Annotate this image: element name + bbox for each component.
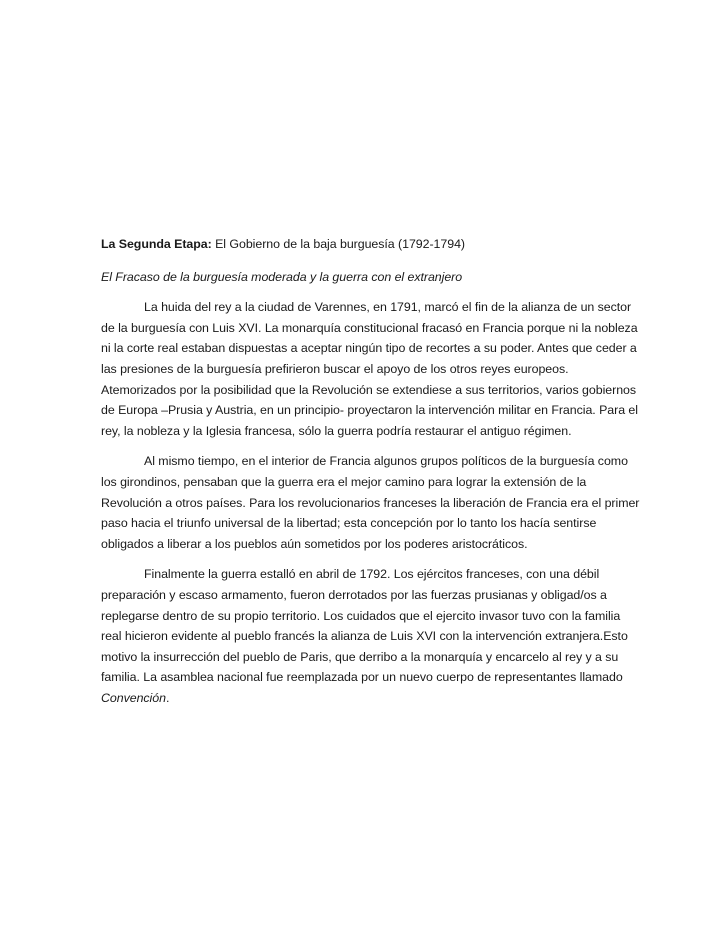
paragraph-line: de Europa –Prusia y Austria, en un principio- proyectaron la intervención militar en Francia. Para el bbox=[101, 403, 638, 418]
paragraph-last-line bbox=[101, 688, 631, 709]
paragraph-line: los girondinos, pensaban que la guerra era el mejor camino para lograr la extensión de la bbox=[101, 474, 587, 489]
paragraph-line: real hicieron evidente al pueblo francés la alianza de Luis XVI con la intervención extranjera.Esto bbox=[101, 629, 628, 644]
paragraph-line: las presiones de la burguesía prefirieron buscar el apoyo de los otros reyes europeos. bbox=[101, 361, 569, 376]
paragraph-3 bbox=[101, 564, 631, 708]
paragraph-line: Revolución a otros países. Para los revolucionarios franceses la liberación de Francia era el primer bbox=[101, 495, 640, 510]
final-period: . bbox=[165, 690, 170, 705]
paragraph-line: de la burguesía con Luis XVI. La monarquía constitucional fracasó en Francia porque ni la nobleza bbox=[101, 320, 638, 335]
paragraph-line: replegarse dentro de su propio territorio. Los cuidados que el ejercito invasor tuvo con la familia bbox=[101, 608, 621, 623]
paragraph-line: rey, la nobleza y la Iglesia francesa, sólo la guerra podría restaurar el antiguo régimen. bbox=[101, 423, 572, 438]
paragraph-line: Atemorizados por la posibilidad que la Revolución se extendiese a sus territorios, varios gobiernos bbox=[101, 382, 637, 397]
paragraph-line: Finalmente la guerra estalló en abril de 1792. Los ejércitos franceses, con una débil bbox=[144, 567, 600, 582]
section-heading bbox=[101, 234, 631, 255]
paragraph-line: preparación y escaso armamento, fueron derrotados por las fuerzas prusianas y obligad/os a bbox=[101, 587, 607, 602]
paragraph-line: paso hacia el triunfo universal de la libertad; esta concepción por lo tanto los hacía sentirse bbox=[101, 516, 597, 531]
paragraph-line: motivo la insurrección del pueblo de Paris, que derribo a la monarquía y encarcelo al rey y a su bbox=[101, 649, 619, 664]
document-body bbox=[101, 234, 640, 718]
heading-bold: La Segunda Etapa: bbox=[101, 237, 212, 251]
section-subheading: El Fracaso de la burguesía moderada y la guerra con el extranjero bbox=[101, 269, 463, 284]
paragraph-1 bbox=[101, 297, 638, 441]
convencion-term: Convención bbox=[101, 690, 166, 705]
paragraph-line: familia. La asamblea nacional fue reemplazada por un nuevo cuerpo de representantes llamado bbox=[101, 670, 623, 685]
paragraph-line: ni la corte real estaban dispuestas a aceptar ningún tipo de recortes a su poder. Antes que ceder a bbox=[101, 341, 637, 356]
paragraph-line: Al mismo tiempo, en el interior de Francia algunos grupos políticos de la burguesía como bbox=[144, 454, 628, 469]
heading-rest: El Gobierno de la baja burguesía (1792-1794) bbox=[211, 237, 465, 251]
paragraph-2 bbox=[101, 451, 640, 554]
paragraph-line: obligados a liberar a los pueblos aún sometidos por los poderes aristocráticos. bbox=[101, 536, 528, 551]
paragraph-line: La huida del rey a la ciudad de Varennes, en 1791, marcó el fin de la alianza de un sector bbox=[144, 300, 632, 315]
